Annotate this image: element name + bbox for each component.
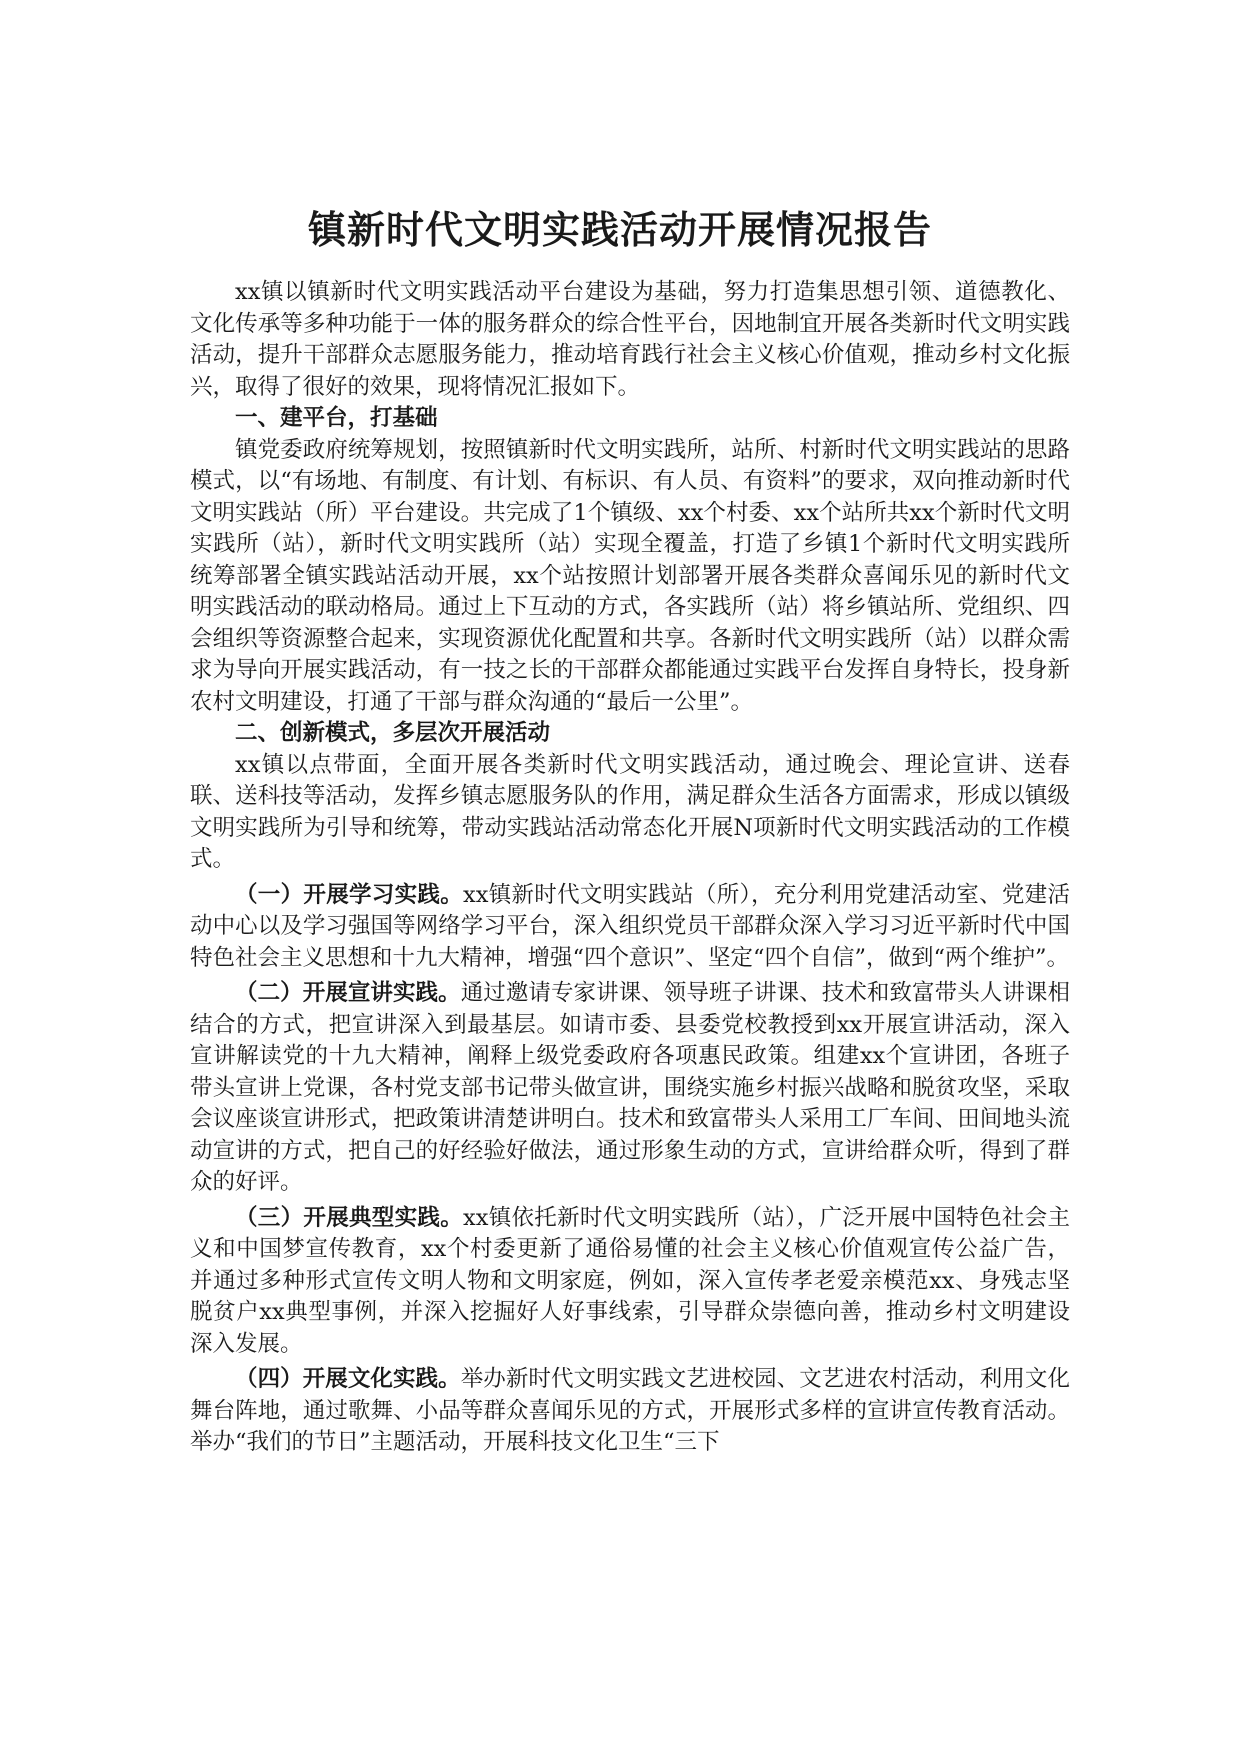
subsection-2-heading: （二）开展宣讲实践。 <box>235 980 461 1006</box>
subsection-3-text: xx镇依托新时代文明实践所（站），广泛开展中国特色社会主义和中国梦宣传教育，xx个村委更新了通俗易懂的社会主义核心价值观宣传公益广告，并通过多种形式宣传文明人物和文明家庭，例如，深入宣传孝老爱亲模范xx、身残志坚脱贫户xx典型事例，并深入挖掘好人好事线索，引导群众崇德向善，推动乡村文明建设深入发展。 <box>190 1204 1070 1357</box>
subsection-2-paragraph <box>190 978 1070 1199</box>
subsection-1-text: xx镇新时代文明实践站（所），充分利用党建活动室、党建活动中心以及学习强国等网络学习平台，深入组织党员干部群众深入学习习近平新时代中国特色社会主义思想和十九大精神，增强“四个意识”、坚定“四个自信”，做到“两个维护”。 <box>190 881 1070 971</box>
document-body <box>190 277 1070 1459</box>
subsection-1-heading: （一）开展学习实践。 <box>235 881 464 908</box>
subsection-4-heading: （四）开展文化实践。 <box>235 1366 461 1392</box>
section-1-paragraph: 镇党委政府统筹规划，按照镇新时代文明实践所，站所、村新时代文明实践站的思路模式，以“有场地、有制度、有计划、有标识、有人员、有资料”的要求，双向推动新时代文明实践站（所）平台建设。共完成了1个镇级、xx个村委、xx个站所共xx个新时代文明实践所（站），新时代文明实践所（站）实现全覆盖，打造了乡镇1个新时代文明实践所统筹部署全镇实践站活动开展，xx个站按照计划部署开展各类群众喜闻乐见的新时代文明实践活动的联动格局。通过上下互动的方式，各实践所（站）将乡镇站所、党组织、四会组织等资源整合起来，实现资源优化配置和共享。各新时代文明实践所（站）以群众需求为导向开展实践活动，有一技之长的干部群众都能通过实践平台发挥自身特长，投身新农村文明建设，打通了干部与群众沟通的“最后一公里”。 <box>190 436 1070 715</box>
section-2-paragraph: xx镇以点带面，全面开展各类新时代文明实践活动，通过晚会、理论宣讲、送春联、送科技等活动，发挥乡镇志愿服务队的作用，满足群众生活各方面需求，形成以镇级文明实践所为引导和统筹，带动实践站活动常态化开展N项新时代文明实践活动的工作模式。 <box>190 751 1070 872</box>
intro-paragraph: xx镇以镇新时代文明实践活动平台建设为基础，努力打造集思想引领、道德教化、文化传承等多种功能于一体的服务群众的综合性平台，因地制宜开展各类新时代文明实践活动，提升干部群众志愿服务能力，推动培育践行社会主义核心价值观，推动乡村文化振兴，取得了很好的效果，现将情况汇报如下。 <box>190 279 1070 400</box>
subsection-4-paragraph <box>190 1364 1070 1459</box>
subsection-4-text: 举办新时代文明实践文艺进校园、文艺进农村活动，利用文化舞台阵地，通过歌舞、小品等群众喜闻乐见的方式，开展形式多样的宣讲宣传教育活动。举办“我们的节日”主题活动，开展科技文化卫生“三下 <box>190 1366 1070 1455</box>
section-1-heading: 一、建平台，打基础 <box>235 405 438 431</box>
subsection-1-paragraph <box>190 880 1070 975</box>
subsection-3-heading: （三）开展典型实践。 <box>235 1204 464 1231</box>
document-title: 镇新时代文明实践活动开展情况报告 <box>307 208 932 252</box>
subsection-2-text: 通过邀请专家讲课、领导班子讲课、技术和致富带头人讲课相结合的方式，把宣讲深入到最基层。如请市委、县委党校教授到xx开展宣讲活动，深入宣讲解读党的十九大精神，阐释上级党委政府各项惠民政策。组建xx个宣讲团，各班子带头宣讲上党课，各村党支部书记带头做宣讲，围绕实施乡村振兴战略和脱贫攻坚，采取会议座谈宣讲形式，把政策讲清楚讲明白。技术和致富带头人采用工厂车间、田间地头流动宣讲的方式，把自己的好经验好做法，通过形象生动的方式，宣讲给群众听，得到了群众的好评。 <box>190 980 1070 1195</box>
subsection-3-paragraph <box>190 1203 1070 1361</box>
section-2-heading: 二、创新模式，多层次开展活动 <box>235 720 551 746</box>
